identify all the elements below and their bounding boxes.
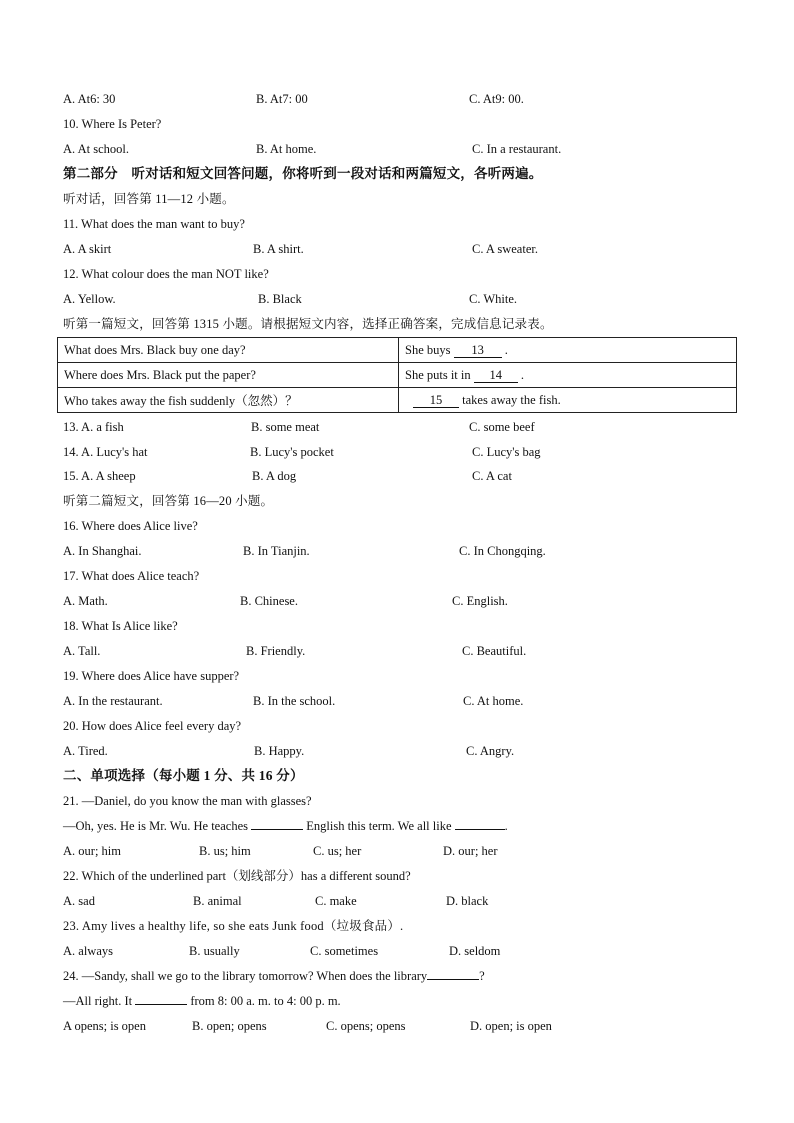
answer-blank xyxy=(427,966,479,980)
passage2-intro: 听第二篇短文，回答第 16—20 小题。 xyxy=(63,494,274,508)
q24-option-b: B. open; opens xyxy=(192,1019,267,1033)
answer-suffix: . xyxy=(504,342,508,357)
q23-option-d: D. seldom xyxy=(449,944,501,958)
answer-blank-15: 15 xyxy=(413,393,459,408)
passage1-intro: 听第一篇短文，回答第 1315 小题。请根据短文内容，选择正确答案，完成信息记录表。 xyxy=(63,317,553,331)
q15-option-c: C. A cat xyxy=(472,469,512,483)
q12-option-b: B. Black xyxy=(258,292,302,306)
answer-prefix: She puts it in xyxy=(405,367,471,382)
q21-option-a: A. our; him xyxy=(63,844,121,858)
q12-option-c: C. White. xyxy=(469,292,518,306)
q23-stem: 23. Amy lives a healthy life, so she eats Junk food（垃圾食品）. xyxy=(63,919,404,933)
q11-option-c: C. A sweater. xyxy=(472,242,538,256)
q20-stem: 20. How does Alice feel every day? xyxy=(63,719,242,733)
table-answer xyxy=(399,338,737,363)
q15-option-b: B. A dog xyxy=(252,469,297,483)
q9-option-a: A. At6: 30 xyxy=(63,92,116,106)
q11-stem: 11. What does the man want to buy? xyxy=(63,217,245,231)
answer-blank xyxy=(135,991,187,1005)
q24-line2 xyxy=(63,991,341,1011)
table-row xyxy=(58,338,737,363)
q20-option-c: C. Angry. xyxy=(466,744,515,758)
q10-stem: 10. Where Is Peter? xyxy=(63,117,162,131)
q24-line2-part1: —All right. It xyxy=(63,994,133,1008)
q21-line2 xyxy=(63,816,508,836)
q14-option-c: C. Lucy's bag xyxy=(472,445,541,459)
q21-option-d: D. our; her xyxy=(443,844,498,858)
q14-option-a: 14. A. Lucy's hat xyxy=(63,445,148,459)
q17-option-a: A. Math. xyxy=(63,594,108,608)
table-question: Where does Mrs. Black put the paper? xyxy=(58,363,399,388)
q21-option-b: B. us; him xyxy=(199,844,251,858)
q16-option-c: C. In Chongqing. xyxy=(459,544,546,558)
q14-option-b: B. Lucy's pocket xyxy=(250,445,334,459)
q20-option-a: A. Tired. xyxy=(63,744,108,758)
q12-option-a: A. Yellow. xyxy=(63,292,116,306)
q13-option-c: C. some beef xyxy=(469,420,535,434)
q10-option-c: C. In a restaurant. xyxy=(472,142,562,156)
answer-blank xyxy=(455,816,505,830)
q18-option-a: A. Tall. xyxy=(63,644,101,658)
q24-line1 xyxy=(63,966,485,986)
q22-option-b: B. animal xyxy=(193,894,242,908)
q17-stem: 17. What does Alice teach? xyxy=(63,569,200,583)
q13-option-a: 13. A. a fish xyxy=(63,420,124,434)
q21-line2-part3: . xyxy=(504,819,508,833)
q19-stem: 19. Where does Alice have supper? xyxy=(63,669,240,683)
q24-line1-part1: 24. —Sandy, shall we go to the library tomorrow? When does the library xyxy=(63,969,428,983)
q11-option-a: A. A skirt xyxy=(63,242,112,256)
q11-option-b: B. A shirt. xyxy=(253,242,304,256)
answer-prefix: She buys xyxy=(405,342,451,357)
q15-option-a: 15. A. A sheep xyxy=(63,469,136,483)
answer-suffix: . xyxy=(520,367,525,382)
q24-option-c: C. opens; opens xyxy=(326,1019,406,1033)
table-question: Who takes away the fish suddenly（忽然）？ xyxy=(58,388,399,413)
q18-stem: 18. What Is Alice like? xyxy=(63,619,178,633)
q23-option-a: A. always xyxy=(63,944,113,958)
q24-line2-part2: from 8: 00 a. m. to 4: 00 p. m. xyxy=(190,994,341,1008)
q22-option-c: C. make xyxy=(315,894,357,908)
q19-option-c: C. At home. xyxy=(463,694,524,708)
q17-option-b: B. Chinese. xyxy=(240,594,298,608)
q12-stem: 12. What colour does the man NOT like? xyxy=(63,267,269,281)
section2-title: 二、单项选择（每小题 1 分、共 16 分） xyxy=(63,768,304,783)
q10-option-a: A. At school. xyxy=(63,142,129,156)
answer-blank-14: 14 xyxy=(474,368,518,383)
info-record-table xyxy=(57,337,737,413)
q24-option-d: D. open; is open xyxy=(470,1019,552,1033)
part2-title: 第二部分 听对话和短文回答问题，你将听到一段对话和两篇短文，各听两遍。 xyxy=(63,166,543,181)
q16-option-b: B. In Tianjin. xyxy=(243,544,310,558)
answer-blank xyxy=(251,816,303,830)
q13-option-b: B. some meat xyxy=(251,420,320,434)
q9-option-c: C. At9: 00. xyxy=(469,92,524,106)
q17-option-c: C. English. xyxy=(452,594,508,608)
table-answer xyxy=(399,363,737,388)
q24-option-a: A opens; is open xyxy=(63,1019,146,1033)
q10-option-b: B. At home. xyxy=(256,142,317,156)
table-answer xyxy=(399,388,737,413)
q16-option-a: A. In Shanghai. xyxy=(63,544,142,558)
answer-suffix: takes away the fish. xyxy=(462,392,561,407)
q22-option-a: A. sad xyxy=(63,894,95,908)
q22-option-d: D. black xyxy=(446,894,489,908)
dialogue-intro: 听对话，回答第 11—12 小题。 xyxy=(63,192,235,206)
q22-stem: 22. Which of the underlined part（划线部分）has a different sound? xyxy=(63,869,411,883)
table-row xyxy=(58,363,737,388)
answer-blank-13: 13 xyxy=(454,343,502,358)
q21-line2-part1: —Oh, yes. He is Mr. Wu. He teaches xyxy=(63,819,248,833)
q24-line1-part2: ? xyxy=(479,969,485,983)
q21-line1: 21. —Daniel, do you know the man with glasses? xyxy=(63,794,312,808)
q20-option-b: B. Happy. xyxy=(254,744,305,758)
q19-option-b: B. In the school. xyxy=(253,694,336,708)
q21-option-c: C. us; her xyxy=(313,844,362,858)
q18-option-c: C. Beautiful. xyxy=(462,644,527,658)
q19-option-a: A. In the restaurant. xyxy=(63,694,163,708)
q18-option-b: B. Friendly. xyxy=(246,644,306,658)
table-row xyxy=(58,388,737,413)
q23-option-c: C. sometimes xyxy=(310,944,379,958)
q23-option-b: B. usually xyxy=(189,944,240,958)
q21-line2-part2: English this term. We all like xyxy=(306,819,452,833)
q9-option-b: B. At7: 00 xyxy=(256,92,308,106)
q16-stem: 16. Where does Alice live? xyxy=(63,519,198,533)
table-question: What does Mrs. Black buy one day? xyxy=(58,338,399,363)
